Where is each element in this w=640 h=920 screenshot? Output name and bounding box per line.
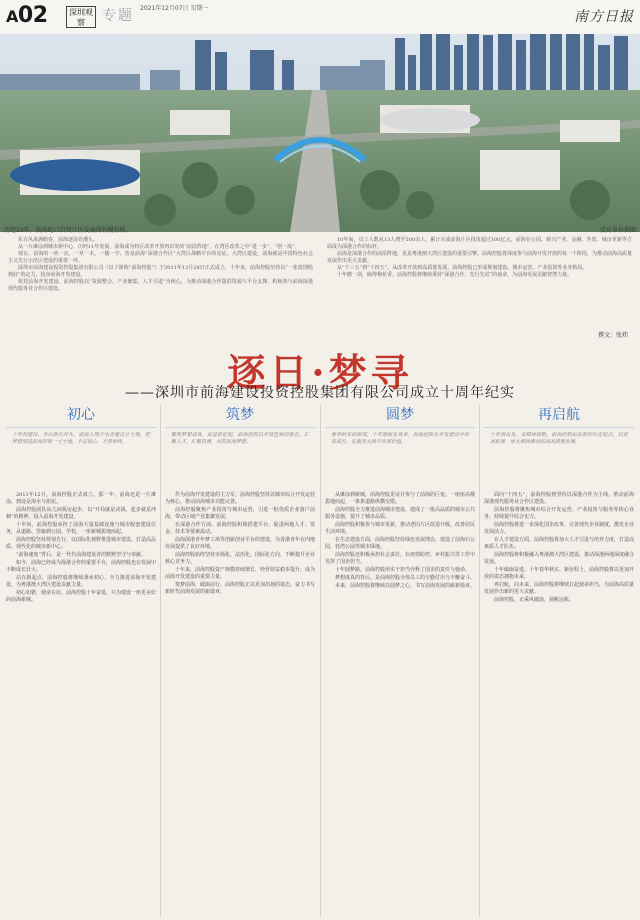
issue-meta: 2021年12月07日 星期一 (140, 5, 209, 12)
column-divider (160, 405, 161, 917)
intro-paragraph: 前海是深港合作的前沿阵地，更是粤港澳大湾区建设的重要引擎。前海控股将深度参与前海开发开放的每一个阶段，为推动前海高质量发展作出更大贡献。 (327, 251, 633, 264)
column-zhumeng (165, 405, 315, 917)
page-number: A02 (6, 3, 48, 28)
column-body: 面向“十四五”，前海控股将坚持以深港合作为主线，推动前海深港现代服务业合作区建设。 前海控股将聚焦城市综合开发运营、产业投资与服务等核心业务，持续提升综合实力。 前海控股将进一步深化国企改革，完善现代企业制度，激发企业发展活力。 在人才建设方面，前海控股将加大人才引进与培养力度，打造高素质人才队伍。 前海控股将积极融入粤港澳大湾区建设，推动深港两地深度融合发展。 十年砥砺奋进，十年春华秋实。新征程上，前海控股将以更加开放的姿态拥抱未来。 再启航，向未来。前海控股将继续扛起使命担当，为前海高质量发展作出新的更大贡献。 前海控股，正乘风破浪，扬帆远航。 (484, 492, 634, 603)
intro-paragraph: 东方风来满眼春，前海逐浪竞潮头。 (18, 237, 99, 243)
headline: 逐日·梦寻 (227, 350, 413, 395)
column-lead: 十年初建设，开山凿石开头。前海人用汗水浇灌这片土地，把梦想刻进前海的每一寸土地，不忘初心，方得始终。 (12, 432, 150, 445)
intro-paragraph: 从“十三五”到“十四五”，从改革开放到高质量发展，前海控股已形成规划建设、城市运营、产业投资等业务格局。 (337, 265, 588, 271)
column-heading: 初心 (67, 407, 95, 423)
column-zaiqihang (484, 405, 634, 917)
author-credit: 撰文：张炜 (597, 332, 628, 339)
intro-paragraph: 10年间，员工人数从13人增至500余人，累计完成前海片区投资超过100亿元，前海在公园、新兴产业、金融、外贸、城市更新等方面成为深港合作的标杆。 (327, 237, 632, 250)
photo-caption: 历经10年，前海蛇口自贸片区发展得有模有样。 (4, 227, 132, 234)
section-name: 专题 (102, 8, 134, 24)
column-heading: 再启航 (538, 407, 580, 423)
intro-paragraph: 现在，前海的一砖一瓦，一草一木，一楼一宇，皆是前海“深港合作区”大湾区战略平台的见证。大湾区建设，前海就是中国特色社会主义先行示范区建设的重要一环。 (8, 251, 313, 264)
city-aerial-image (0, 0, 640, 232)
intro-text (8, 237, 632, 337)
column-yuanmeng (325, 405, 475, 917)
page-header (0, 0, 640, 34)
column-lead: 聚焦梦想成真，奋进新征程。前海控股以开放包容的姿态，汇聚人才、汇聚资源，共筑前海梦想。 (171, 432, 309, 445)
intro-paragraph: 从一片滩涂到城市新中心，历经11年发展，前海成为特区改革开放再出发的“前沿阵地”，在湾区改革之中“进一步”，“创一流”。 (18, 244, 300, 250)
subheadline: ——深圳市前海建设投资控股集团有限公司成立十周年纪实 (125, 385, 515, 401)
column-chuxin (6, 405, 156, 917)
column-heading: 筑梦 (226, 407, 254, 423)
column-lead: 十年再出发，奋楫再扬帆。前海控股站在新的历史起点，以更高标准、更大格局推动前海高质量发展。 (490, 432, 628, 445)
intro-paragraph: 十年磨一剑，砺得梅花香。前海控股将继续秉持“深港合作、先行先试”的使命，为前海发展贡献智慧力量。 (337, 272, 573, 278)
column-body: 作为前海开发建设的主力军，前海控股坚持以城市综合开发运营为核心，推动前海城市功能完善。 前海控股聚焦产业投资与城市运营，引进一批优质企业落户前海，带动区域产业集聚发展。 在深港合作方面，前海控股积极搭建平台，促进两地人才、资金、技术等要素流动。 前海深港青年梦工场等创新创业平台的建设，为香港青年在内地发展提供了良好环境。 前海控股始终坚持市场化、法治化、国际化方向，不断提升企业核心竞争力。 十年来，前海控股资产规模持续增长，经营效益稳步提升，成为前海开发建设的重要力量。 筑梦前海，砥砺前行。前海控股正以更加昂扬的姿态，奋力书写新时代前海发展的新篇章。 (165, 492, 315, 595)
column-heading: 圆梦 (386, 407, 414, 423)
intro-paragraph: 依托前海开发建设，前海控股以“资源整合、产业聚集、人才引进”为核心，为推动深港合作提供资源与平台支撑，积极参与前海深港现代服务业合作区建设。 (8, 279, 313, 292)
photo-credit: 受访单位供图 (599, 227, 636, 234)
column-body: 从滩涂到新城，前海控股见证并参与了前海的巨变。一座座高楼拔地而起，一条条道路纵横交错。 前海控股全力推进前海城市建设，建成了一批高品质的城市公共服务设施，提升了城市品质。 前海控股积极参与城市更新，推动老旧片区改造升级，改善居民生活环境。 在生态建设方面，前海控股坚持绿色发展理念，建设了前海石公园、桂湾公园等城市绿地。 前海控股还积极承担社会责任，在疫情防控、乡村振兴等工作中发挥了国企担当。 十年圆梦路，前海控股用实干担当诠释了国企的责任与使命。 梦想成真的背后，是前海控股全体员工的辛勤付出与不懈奋斗。 未来，前海控股将继续以圆梦之心，书写前海发展的崭新篇章。 (325, 492, 475, 589)
column-lead: 春华秋实结硕果，十年磨砺见真章。前海控股在开发建设中收获成长，在服务大局中实现价值。 (331, 432, 469, 445)
intro-paragraph: 深圳市前海建设投资控股集团有限公司（以下简称“前海控股”）于2011年12月28日正式成立，十年来，前海控股坚持以“一张蓝图绘到底”的定力，投身前海开发建设。 (8, 265, 313, 278)
section-tag: 深圳观察 (66, 6, 96, 28)
column-body: 2011年12月，前海控股正式成立。那一年，前海还是一片滩涂，到处是海水与淤泥。 前海控股团队从几间板房起步，以“开局就是决战，起步就是冲刺”的精神，投入前海开发建设。 十年间，前海控股承担了前海大量基础设施与城市配套建设任务，从道路、管廊到公园、学校，一座新城拔地而起。 前海控股坚持规划先行，以国际化视野推进城市建设，打造高品质、现代化的城市新中心。 “前海速度”背后，是一代代前海建设者的默默坚守与奉献。 如今，前海已经成为深港合作的重要平台，前海控股也在发展中不断成长壮大。 站在新起点，前海控股将继续秉承初心，全力推进前海开发建设，为粤港澳大湾区建设贡献力量。 初心如磐，使命在肩。前海控股十年奋进，只为建设一座更美好的前海新城。 (6, 492, 156, 603)
column-divider (479, 405, 480, 917)
hero-photo (0, 0, 640, 232)
column-divider (320, 405, 321, 917)
newspaper-masthead: 南方日报 (574, 9, 634, 25)
